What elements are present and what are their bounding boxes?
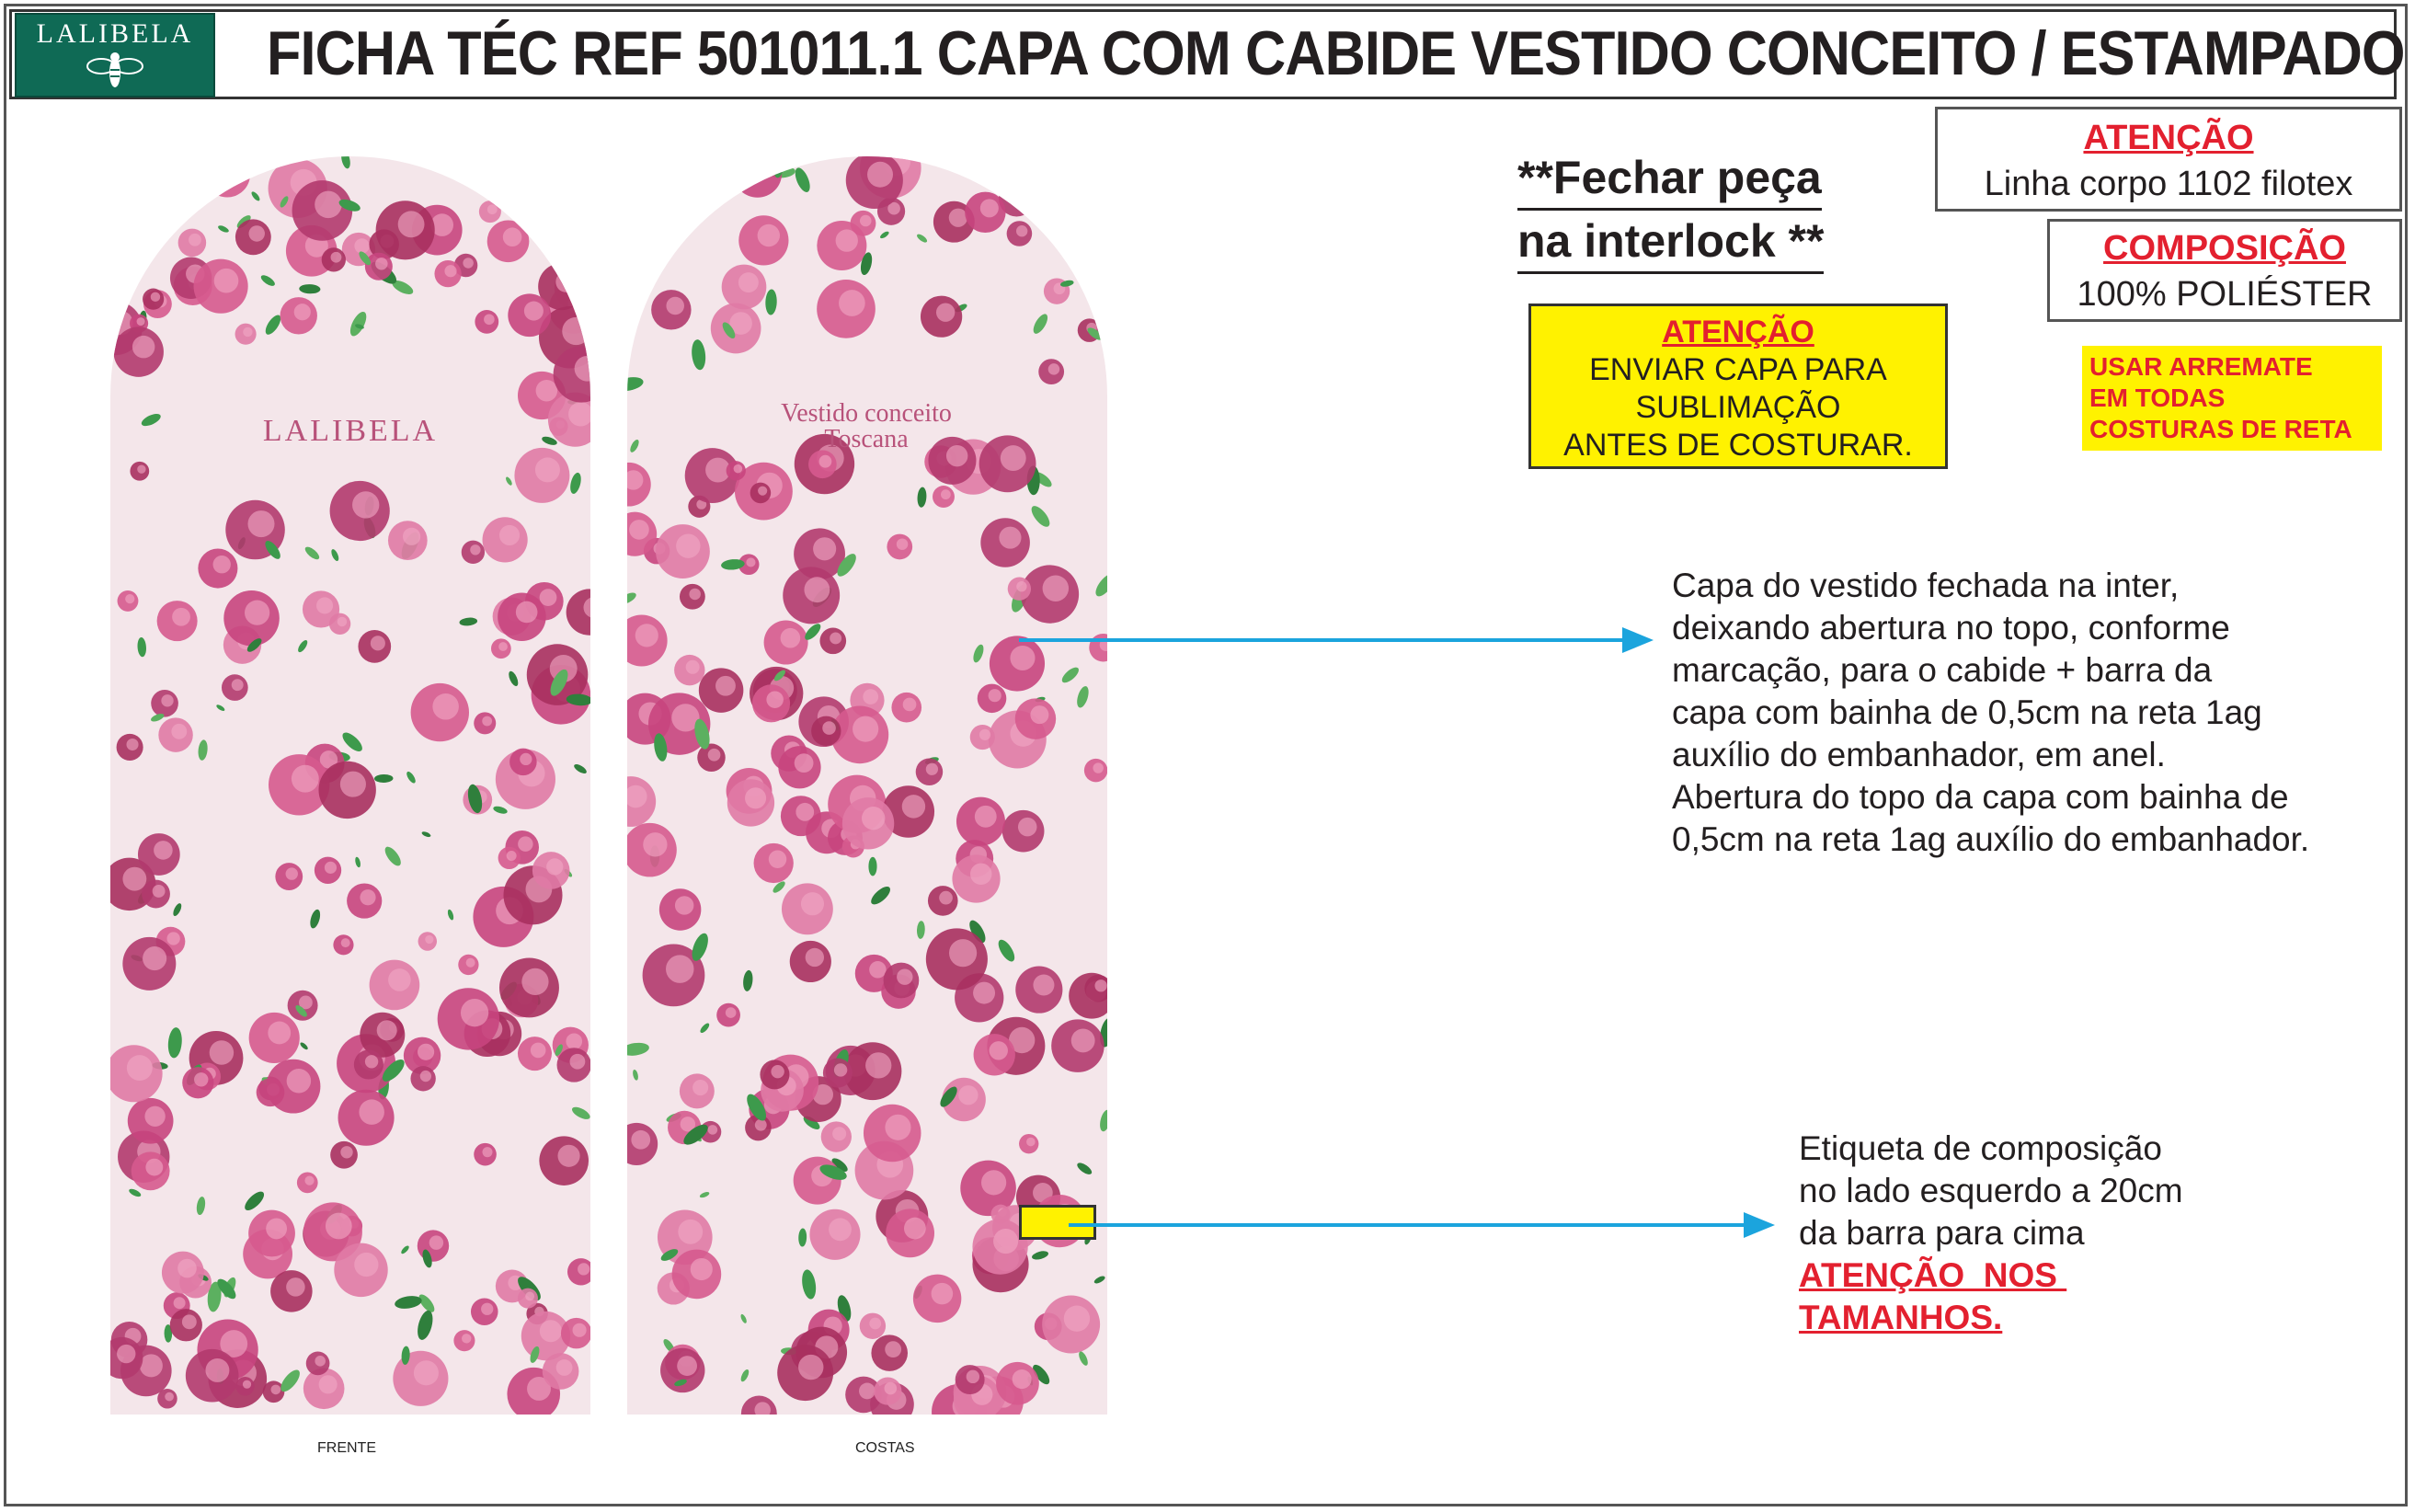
thread-attention-box xyxy=(1935,107,2402,212)
finish-note-box xyxy=(2082,346,2382,451)
floral-print-pattern xyxy=(110,156,590,1415)
page-title: FICHA TÉC REF 501011.1 CAPA COM CABIDE VESTIDO CONCEITO / ESTAMPADO xyxy=(267,18,2405,88)
sublimation-warning-box xyxy=(1528,304,1948,469)
sewing-description-line: capa com bainha de 0,5cm na reta 1ag xyxy=(1672,693,2262,731)
label-description-line-1: Etiqueta de composição xyxy=(1799,1129,2162,1167)
sewing-description-line: deixando abertura no topo, conforme xyxy=(1672,609,2230,647)
back-print-line-2: Toscana xyxy=(824,425,909,453)
back-print-text xyxy=(708,401,1024,452)
label-description-line-2: no lado esquerdo a 20cm xyxy=(1799,1172,2183,1209)
sewing-description-line: Abertura do topo da capa com bainha de xyxy=(1672,778,2289,816)
close-note-line-2: na interlock ** xyxy=(1517,211,1824,274)
arrow-right-icon xyxy=(1069,1207,1777,1243)
sewing-description-line: 0,5cm na reta 1ag auxílio do embanhador. xyxy=(1672,820,2310,858)
label-description xyxy=(1799,1128,2183,1339)
thread-attention-heading: ATENÇÃO xyxy=(2083,119,2254,157)
sublimation-warning-line-3: ANTES DE COSTURAR. xyxy=(1563,428,1913,463)
garment-cover-front xyxy=(110,156,590,1415)
sizes-warning-word: TAMANHOS xyxy=(1799,1299,1994,1336)
arrow-right-icon xyxy=(1012,622,1655,659)
bee-icon xyxy=(83,50,147,92)
sizes-warning-period: . xyxy=(1993,1299,2003,1336)
sewing-description-line: auxílio do embanhador, em anel. xyxy=(1672,736,2166,773)
finish-note-line-1: USAR ARREMATE xyxy=(2089,352,2313,381)
brand-logo xyxy=(15,13,215,97)
back-print-line-1: Vestido conceito xyxy=(781,399,952,428)
back-label: COSTAS xyxy=(855,1440,915,1456)
close-piece-note xyxy=(1517,147,1824,274)
sewing-description-line: Capa do vestido fechada na inter, xyxy=(1672,567,2180,604)
sublimation-warning-line-1: ENVIAR CAPA PARA xyxy=(1589,352,1887,387)
sewing-description xyxy=(1672,565,2309,861)
composition-heading: COMPOSIÇÃO xyxy=(2103,229,2346,268)
front-label: FRENTE xyxy=(317,1440,376,1456)
front-print-brand: LALIBELA xyxy=(262,414,439,448)
thread-attention-text: Linha corpo 1102 filotex xyxy=(1984,165,2353,203)
brand-logo-text: LALIBELA xyxy=(36,18,194,49)
sizes-warning-line-1: ATENÇÃO NOS xyxy=(1799,1256,2067,1294)
composition-text: 100% POLIÉSTER xyxy=(2077,275,2373,314)
close-note-line-1: **Fechar peça xyxy=(1517,147,1822,211)
composition-box xyxy=(2047,219,2402,322)
sizes-warning-line-2 xyxy=(1799,1297,2183,1339)
finish-note-line-3: COSTURAS DE RETA xyxy=(2089,415,2352,443)
finish-note-line-2: EM TODAS xyxy=(2089,384,2226,412)
label-description-line-3: da barra para cima xyxy=(1799,1214,2085,1252)
sublimation-warning-heading: ATENÇÃO xyxy=(1662,315,1814,349)
sewing-description-line: marcação, para o cabide + barra da xyxy=(1672,651,2213,689)
sublimation-warning-line-2: SUBLIMAÇÃO xyxy=(1635,390,1841,425)
